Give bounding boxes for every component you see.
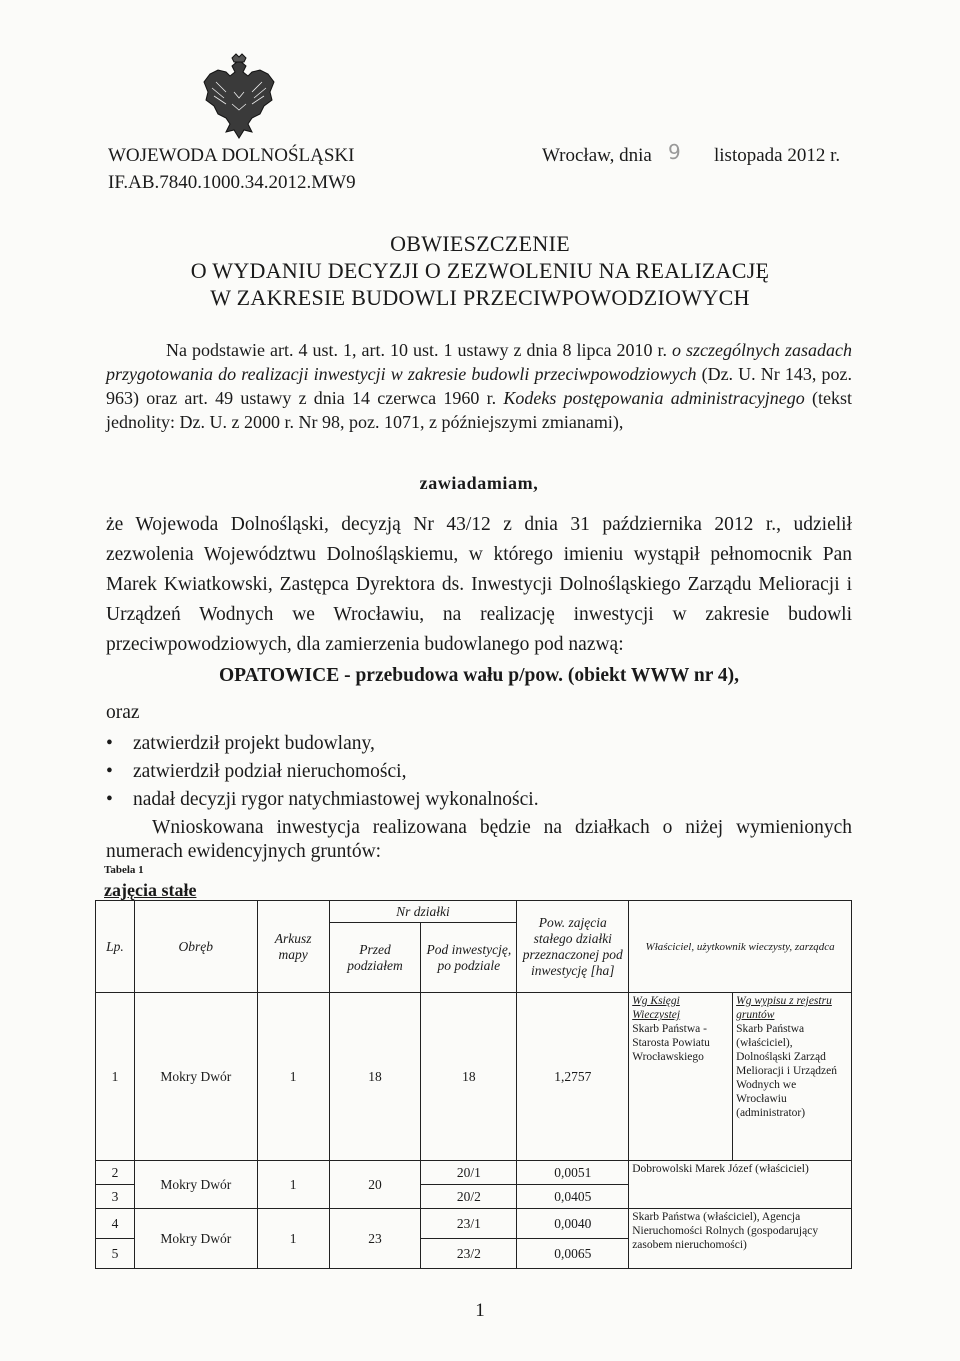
table-label: Tabela 1 — [104, 864, 144, 876]
header-owner: Właściciel, użytkownik wieczysty, zarządca — [629, 901, 852, 993]
parcels-table — [95, 900, 852, 1269]
header-arkusz: Arkusz mapy — [257, 901, 329, 993]
header-pow: Pow. zajęcia stałego działki przeznaczonej pod inwestycję [ha] — [517, 901, 629, 993]
list-item: • zatwierdził podział nieruchomości, — [106, 758, 806, 786]
table-row: 4 Mokry Dwór 1 23 23/1 0,0040 Skarb Państwa (właściciel), Agencja Nieruchomości Rolnych (gospodarujący zasobem nieruchomości) — [96, 1209, 852, 1239]
owner-rejestr: Wg wypisu z rejestru gruntów Skarb Państwa (właściciel), Dolnośląski Zarząd Melioracji i Urządzeń Wodnych we Wrocławiu (administrator) — [733, 993, 852, 1161]
header-lp: Lp. — [96, 901, 135, 993]
reference-number: IF.AB.7840.1000.34.2012.MW9 — [108, 172, 356, 193]
authority-name: WOJEWODA DOLNOŚLĄSKI — [108, 145, 355, 166]
table-caption: zajęcia stałe — [104, 880, 197, 900]
table-row: 2 Mokry Dwór 1 20 20/1 0,0051 Dobrowolski Marek Józef (właściciel) — [96, 1161, 852, 1185]
list-item: • zatwierdził projekt budowlany, — [106, 730, 806, 758]
header-pod: Pod inwestycję, po podziale — [421, 923, 517, 993]
place-date-prefix: Wrocław, dnia — [542, 145, 652, 166]
title-line-3: W ZAKRESIE BUDOWLI PRZECIWPOWODZIOWYCH — [210, 285, 750, 310]
investment-text: Wnioskowana inwestycja realizowana będzie na działkach o niżej wymienionych numerach ewidencyjnych gruntów: — [106, 817, 852, 862]
header-przed: Przed podziałem — [329, 923, 421, 993]
decision-list — [106, 730, 806, 814]
title-line-1: OBWIESZCZENIE — [390, 231, 570, 256]
table-row: 1 Mokry Dwór 1 18 18 1,2757 Wg Księgi Wieczystej Skarb Państwa - Starosta Powiatu Wrocławskiego Wg wypisu z rejestru gruntów Skarb Państwa (właściciel), Dolnośląski Zarząd Melioracji i Urządzeń Wodnych we Wrocławiu (administrator) — [96, 993, 852, 1161]
page-number: 1 — [475, 1300, 485, 1321]
oraz-word: oraz — [106, 702, 140, 723]
header-nr-dzialki: Nr działki — [329, 901, 517, 923]
decision-text: że Wojewoda Dolnośląski, decyzją Nr 43/12 z dnia 31 października 2012 r., udzielił zezwolenia Województwu Dolnośląskiemu, w którego imieniu wystąpił pełnomocnik Pan Marek Kwiatkowski, Zastępca Dyrektora ds. Inwestycji Dolnośląskiego Zarządu Melioracji i Urządzeń Wodnych we Wrocławiu, na realizację inwestycji w zakresie budowli przeciwpowodziowych, dla zamierzenia budowlanego pod nazwą: — [106, 514, 852, 655]
owner-kw: Wg Księgi Wieczystej Skarb Państwa - Starosta Powiatu Wrocławskiego — [629, 993, 733, 1161]
table-row: 3 20/2 0,0405 — [96, 1185, 852, 1209]
project-name: OPATOWICE - przebudowa wału p/pow. (obiekt WWW nr 4), — [218, 665, 740, 686]
eagle-emblem-icon — [196, 52, 282, 144]
handwritten-day: 9 — [668, 140, 681, 164]
legal-basis: Na podstawie art. 4 ust. 1, art. 10 ust. 1 ustawy z dnia 8 lipca 2010 r. o szczególnych zasadach przygotowania do realizacji inwestycji w zakresie budowli przeciwpowodziowych (Dz. U. Nr 143, poz. 963) oraz art. 49 ustawy z dnia 14 czerwca 1960 r. Kodeks postępowania administracyjnego (tekst jednolity: Dz. U. z 2000 r. Nr 98, poz. 1071, z późniejszymi zmianami), — [106, 340, 853, 432]
title-line-2: O WYDANIU DECYZJI O ZEZWOLENIU NA REALIZACJĘ — [190, 258, 770, 283]
date-suffix: listopada 2012 r. — [714, 145, 841, 166]
table-row: 5 23/2 0,0065 — [96, 1239, 852, 1269]
header-obreb: Obręb — [134, 901, 257, 993]
list-item: • nadał decyzji rygor natychmiastowej wykonalności. — [106, 786, 806, 814]
announce-word: zawiadamiam, — [419, 473, 539, 493]
